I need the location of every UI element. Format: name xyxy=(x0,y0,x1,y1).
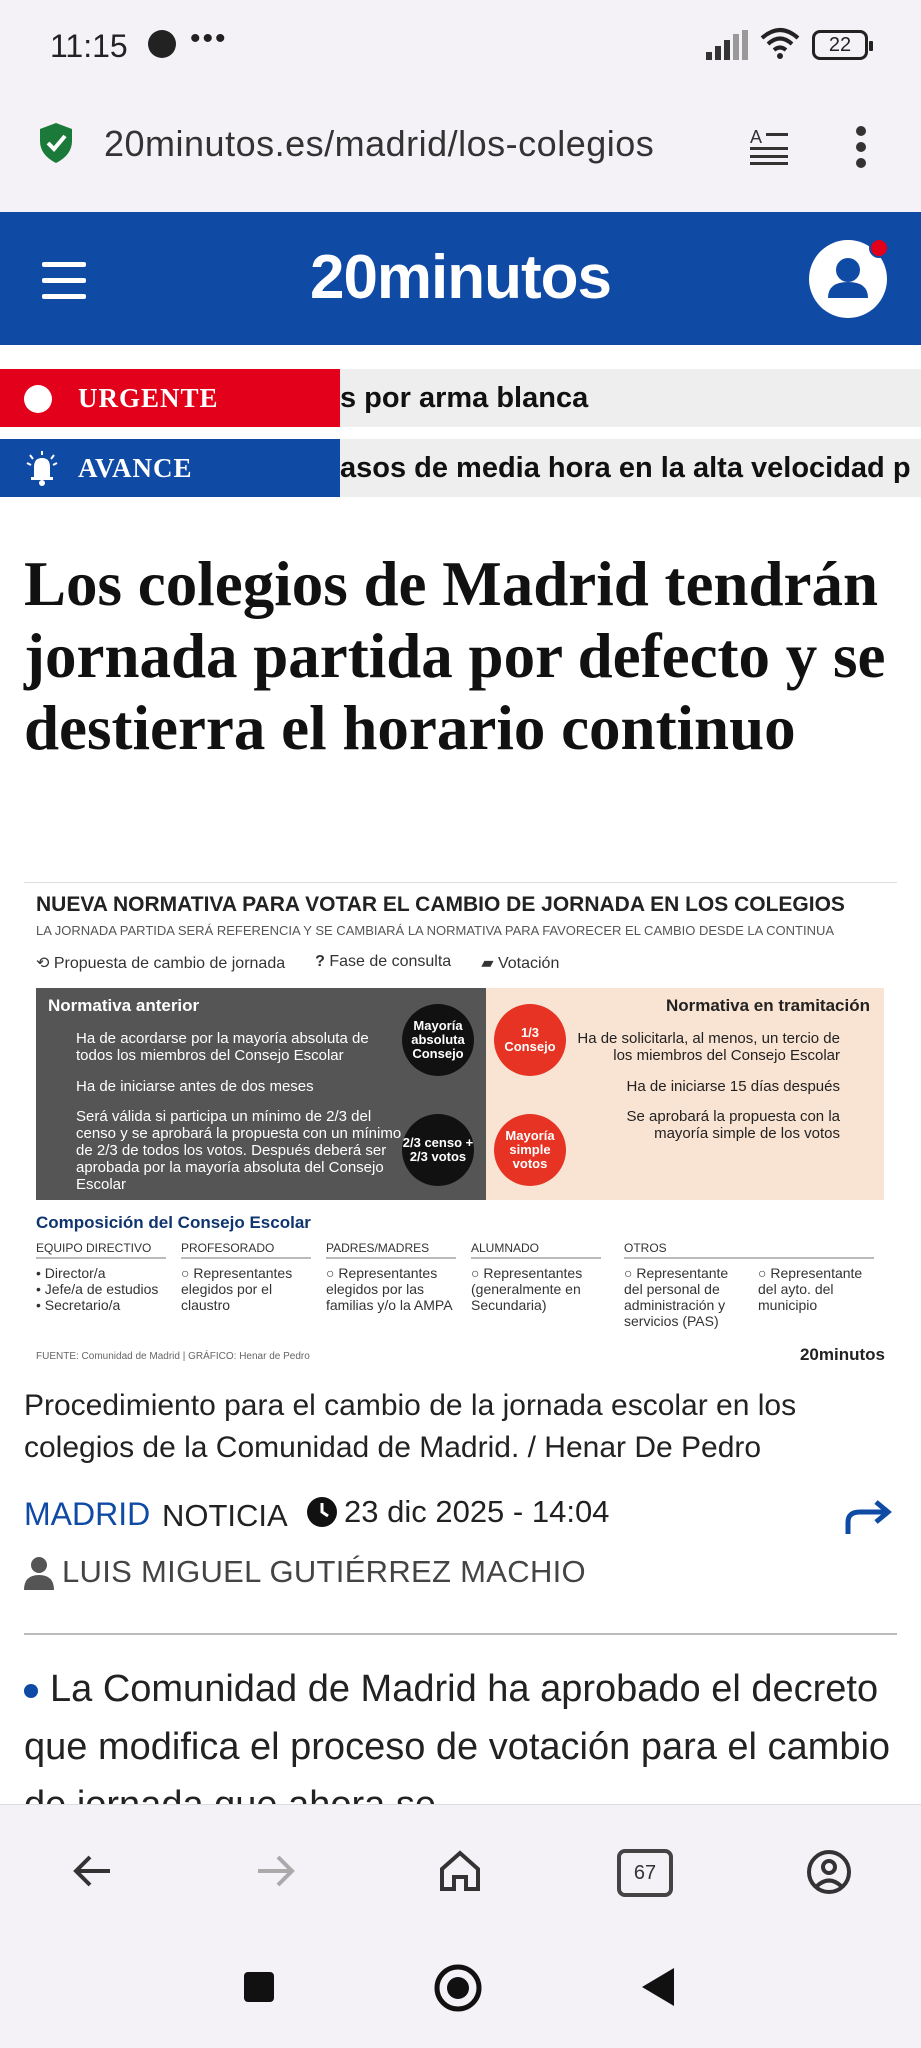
bell-alert-icon xyxy=(22,449,62,489)
bullet-icon xyxy=(24,1684,38,1698)
record-dot-icon xyxy=(24,385,52,413)
urgent-ticker[interactable] xyxy=(0,369,921,427)
new-rules-panel: Normativa en tramitación Ha de solicitarla, al menos, un tercio de los miembros del Consejo Escolar Ha de iniciarse 15 días después Se aprobará la propuesta con la mayoría simple de los votos xyxy=(486,988,884,1200)
circle-simple-majority: Mayoría simple votos xyxy=(494,1114,566,1186)
author-name[interactable]: LUIS MIGUEL GUTIÉRREZ MACHIO xyxy=(62,1554,586,1589)
home-button-icon[interactable] xyxy=(434,1964,482,2012)
rule-line: Ha de iniciarse antes de dos meses xyxy=(76,1078,314,1095)
battery-icon: 22 xyxy=(812,30,868,60)
article-meta xyxy=(24,1492,897,1542)
rule-line: Será válida si participa un mínimo de 2/3 del censo y se aprobará la propuesta con un mínimo de 2/3 de todos los votos. Después deberá ser aprobada por la mayoría absoluta del Consejo Escolar xyxy=(76,1108,402,1193)
back-arrow-icon[interactable] xyxy=(70,1849,114,1893)
image-caption: Procedimiento para el cambio de la jornada escolar en los colegios de la Comunidad de Madrid. / Henar De Pedro xyxy=(24,1389,797,1464)
circle-two-thirds: 2/3 censo + 2/3 votos xyxy=(402,1114,474,1186)
person-icon xyxy=(24,1556,54,1590)
cycle-icon: ⟲ xyxy=(36,955,54,972)
infographic-title: NUEVA NORMATIVA PARA VOTAR EL CAMBIO DE JORNADA EN LOS COLEGIOS xyxy=(36,893,845,916)
forward-arrow-icon[interactable] xyxy=(254,1849,298,1893)
system-navigation xyxy=(0,1940,921,2048)
share-icon[interactable] xyxy=(844,1496,896,1536)
question-icon: ? xyxy=(315,953,330,970)
recents-icon[interactable] xyxy=(242,1970,276,2004)
svg-text:A: A xyxy=(750,127,763,147)
urgent-tag: URGENTE xyxy=(0,369,340,427)
infographic-subtitle: LA JORNADA PARTIDA SERÁ REFERENCIA Y SE CAMBIARÁ LA NORMATIVA PARA FAVORECER EL CAMBIO DESDE LA CONTINUA xyxy=(36,923,835,938)
article-title: Los colegios de Madrid tendrán jornada partida por defecto y se destierra el horario continuo xyxy=(24,549,886,763)
tabs-count: 67 xyxy=(617,1849,673,1897)
article-lead: La Comunidad de Madrid ha aprobado el decreto que modifica el proceso de votación para el cambio xyxy=(24,1668,891,1768)
article-infographic[interactable]: NUEVA NORMATIVA PARA VOTAR EL CAMBIO DE JORNADA EN LOS COLEGIOS LA JORNADA PARTIDA SERÁ REFERENCIA Y SE CAMBIARÁ LA NORMATIVA PARA FAVORECER EL CAMBIO DESDE LA CONTINUA ⟲ Propuesta de cambio de jornada ? Fase de consulta ▰ Votación Normativa anterior Ha de acordarse por la mayoría absoluta de todos los miembros del Consejo Escolar Ha de iniciarse antes de dos meses Será válida si participa un mínimo de 2/3 del censo y se aprobará la propuesta con un mínimo de 2/3 de todos los votos. Después deberá ser aprobada por la mayoría absoluta del Consejo Escolar Normativa en tramitación Ha de solicitarla, al menos, un tercio de los miembros del Consejo Escolar Ha de iniciarse 15 días después Se aprobará la propuesta con la mayoría simple de los votos Mayoría absoluta Consejo 1/3 Consejo 2/3 censo + 2/3 votos Mayoría simple votos Composición del Consejo Escolar EQUIPO DIRECTIVO • Director/a • Jefe/a de estudios • Secretario/a PROFESORADO ○ Representantes elegidos por el claustro PADRES/MADRES ○ Representantes elegidos por las familias y/o la AMPA ALUMNADO ○ Representantes (generalmente en Secundaria) OTROS ○ Representante del personal de administración y servicios (PAS) ○ Representante del ayto. del municipio FUENTE: Comunidad de Madrid | GRÁFICO: Henar de Pedro 20minutos xyxy=(24,882,897,1370)
rule-line: Ha de solicitarla, al menos, un tercio de los miembros del Consejo Escolar xyxy=(577,1030,840,1064)
advance-ticker[interactable] xyxy=(0,439,921,497)
rule-line: Se aprobará la propuesta con la mayoría simple de los votos xyxy=(626,1108,840,1142)
divider xyxy=(24,1633,897,1635)
home-icon[interactable] xyxy=(438,1849,482,1893)
ballot-box-icon: ▰ xyxy=(481,955,498,972)
more-options-icon[interactable] xyxy=(855,125,867,169)
back-triangle-icon[interactable] xyxy=(640,1966,676,2008)
previous-rules-panel: Normativa anterior Ha de acordarse por la mayoría absoluta de todos los miembros del Consejo Escolar Ha de iniciarse antes de dos meses Será válida si participa un mínimo de 2/3 del censo y se aprobará la propuesta con un mínimo de 2/3 de todos los votos. Después deberá ser aprobada por la mayoría absoluta del Consejo Escolar xyxy=(36,988,486,1200)
status-bar xyxy=(0,0,921,95)
more-notifications-icon: ••• xyxy=(190,22,228,55)
infographic-legend xyxy=(36,953,559,973)
rule-line: Ha de iniciarse 15 días después xyxy=(626,1078,840,1095)
user-account-button[interactable] xyxy=(809,240,887,318)
browser-toolbar xyxy=(0,95,921,212)
legend-item: ▰ Votación xyxy=(481,955,560,972)
browser-bottom-bar xyxy=(0,1804,921,1940)
circle-third-council: 1/3 Consejo xyxy=(494,1004,566,1076)
address-bar[interactable]: 20minutos.es/madrid/los-colegios xyxy=(104,123,655,164)
composition-title: Composición del Consejo Escolar xyxy=(36,1213,311,1232)
advance-tag: AVANCE xyxy=(0,439,340,497)
secure-shield-icon xyxy=(38,121,74,165)
advance-ticker-text[interactable]: asos de media hora en la alta velocidad p xyxy=(340,452,911,484)
publish-date: 23 dic 2025 - 14:04 xyxy=(344,1494,610,1529)
urgent-ticker-text[interactable]: s por arma blanca xyxy=(340,382,589,414)
infographic-source: FUENTE: Comunidad de Madrid | GRÁFICO: Henar de Pedro xyxy=(36,1351,310,1362)
legend-item: ? Fase de consulta xyxy=(315,953,452,970)
legend-item: ⟲ Propuesta de cambio de jornada xyxy=(36,955,286,972)
tabs-button[interactable] xyxy=(617,1849,673,1897)
site-header xyxy=(0,212,921,345)
rule-line: Ha de acordarse por la mayoría absoluta de todos los miembros del Consejo Escolar xyxy=(76,1030,369,1064)
status-time: 11:15 xyxy=(50,28,128,64)
section-link[interactable]: MADRID xyxy=(24,1496,151,1532)
wifi-icon xyxy=(760,26,800,60)
messenger-icon xyxy=(148,30,176,58)
site-logo[interactable]: 20minutos xyxy=(309,243,612,312)
infographic-logo: 20minutos xyxy=(799,1345,885,1364)
article-type: NOTICIA xyxy=(162,1498,288,1533)
comparison-panel xyxy=(36,988,884,1200)
clock-icon xyxy=(306,1496,338,1528)
profile-icon[interactable] xyxy=(806,1849,852,1895)
notification-dot xyxy=(869,238,889,258)
reader-mode-icon[interactable] xyxy=(750,125,790,165)
circle-majority-council: Mayoría absoluta Consejo xyxy=(402,1004,474,1076)
signal-icon xyxy=(706,30,750,60)
